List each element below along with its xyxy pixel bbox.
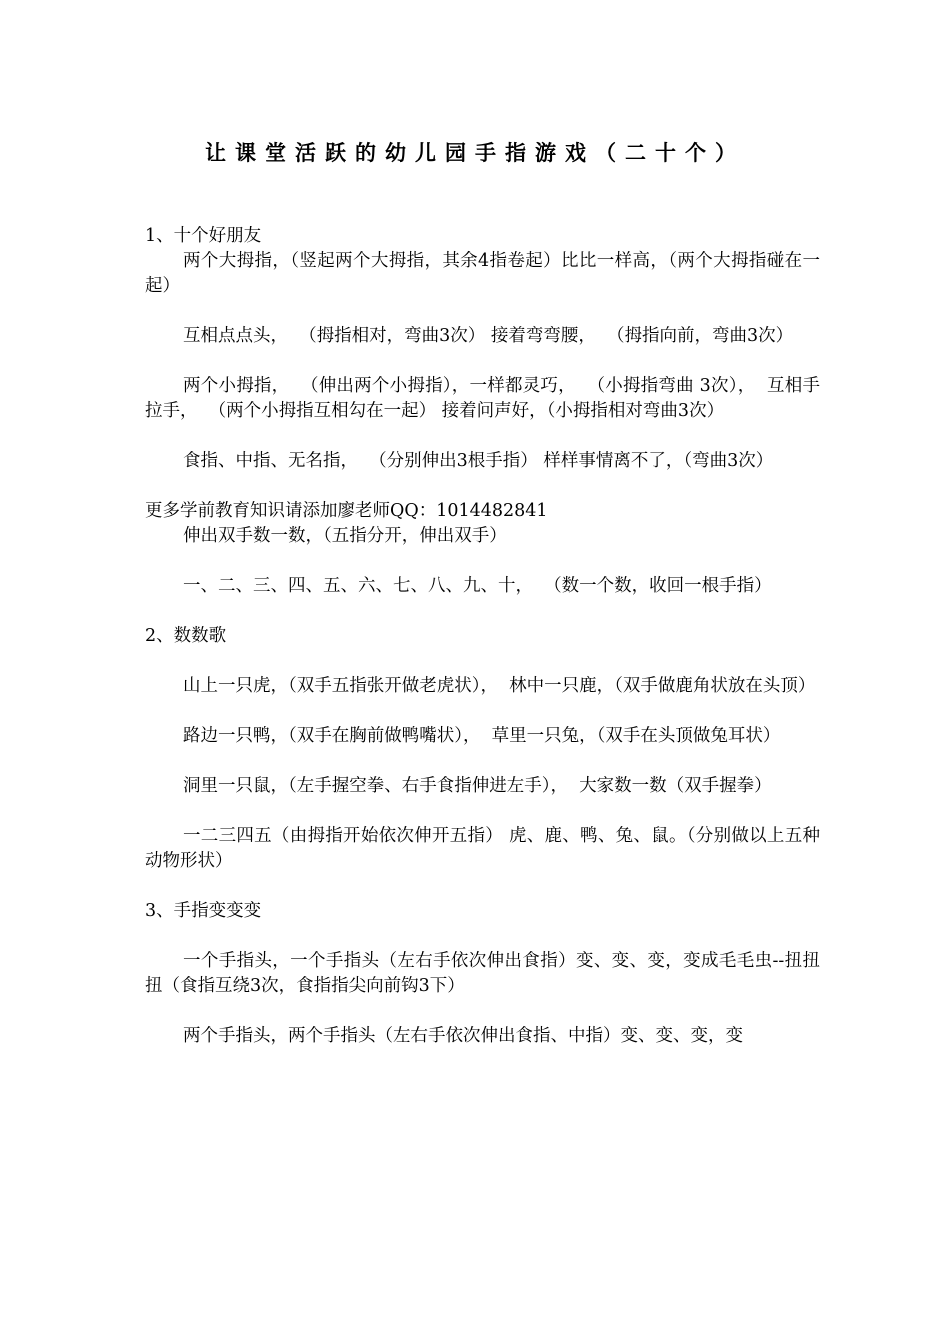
paragraph-spacer [145,474,820,499]
section-heading: 1、十个好朋友 [145,226,262,246]
paragraph-spacer [145,299,820,324]
body-paragraph: 伸出双手数一数，（五指分开，伸出双手） [183,526,507,546]
body-paragraph: 互相点点头， （拇指相对，弯曲3次） 接着弯弯腰， （拇指向前，弯曲3次） [183,326,794,346]
document-body [145,224,820,1049]
section-heading: 更多学前教育知识请添加廖老师QQ：1014482841 [145,501,548,521]
body-paragraph: 两个手指头，两个手指头（左右手依次伸出食指、中指）变、变、变，变 [183,1026,743,1046]
paragraph-spacer [145,599,820,624]
section-heading: 3、手指变变变 [145,901,262,921]
paragraph-spacer [145,999,820,1024]
body-paragraph: 路边一只鸭，（双手在胸前做鸭嘴状）， 草里一只兔，（双手在头顶做兔耳状） [183,726,781,746]
paragraph-spacer [145,549,820,574]
paragraph-spacer [145,799,820,824]
paragraph-spacer [145,924,820,949]
body-paragraph: 洞里一只鼠，（左手握空拳、右手食指伸进左手）， 大家数一数（双手握拳） [183,776,772,796]
body-paragraph: 一、二、三、四、五、六、七、八、九、十， （数一个数，收回一根手指） [183,576,772,596]
paragraph-spacer [145,349,820,374]
paragraph-spacer [145,749,820,774]
body-paragraph: 一个手指头，一个手指头（左右手依次伸出食指）变、变、变，变成毛毛虫--扭扭扭（食指互绕3次，食指指尖向前钩3下） [145,951,820,996]
paragraph-spacer [145,424,820,449]
paragraph-spacer [145,649,820,674]
section-heading: 2、数数歌 [145,626,227,646]
body-paragraph: 食指、中指、无名指， （分别伸出3根手指） 样样事情离不了，（弯曲3次） [183,451,774,471]
paragraph-spacer [145,699,820,724]
paragraph-spacer [145,874,820,899]
body-paragraph: 两个小拇指， （伸出两个小拇指），一样都灵巧， （小拇指弯曲 3次）， 互相手拉手， （两个小拇指互相勾在一起） 接着问声好，（小拇指相对弯曲3次） [145,376,820,421]
body-paragraph: 山上一只虎，（双手五指张开做老虎状）， 林中一只鹿，（双手做鹿角状放在头顶） [183,676,816,696]
document-title: 让课堂活跃的幼儿园手指游戏（二十个） [205,141,745,165]
body-paragraph: 一二三四五（由拇指开始依次伸开五指） 虎、鹿、鸭、兔、鼠。（分别做以上五种动物形状） [145,826,820,871]
body-paragraph: 两个大拇指，（竖起两个大拇指，其余4指卷起）比比一样高，（两个大拇指碰在一起） [145,251,820,296]
